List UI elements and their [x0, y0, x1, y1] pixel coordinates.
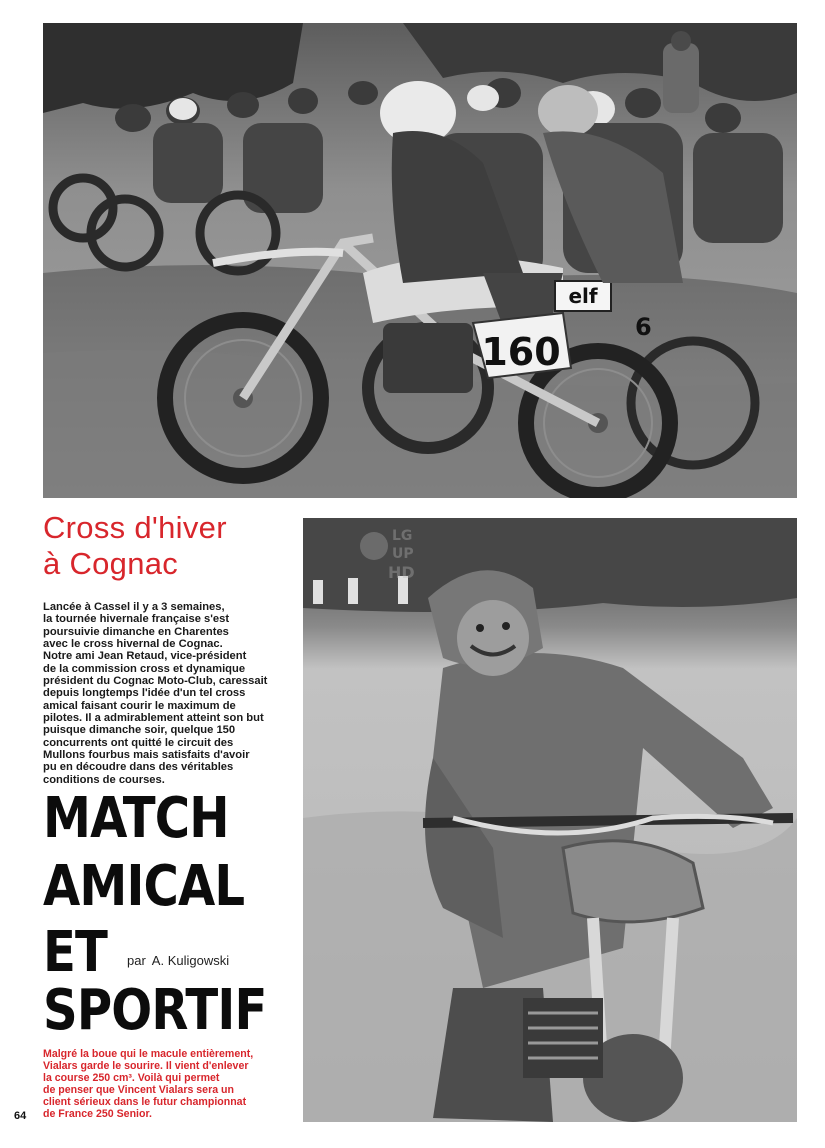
intro-line: Notre ami Jean Retaud, vice-président — [43, 650, 247, 663]
intro-line: conditions de courses. — [43, 773, 165, 786]
page-number: 64 — [14, 1110, 27, 1122]
byline — [127, 953, 235, 968]
intro-line: depuis longtemps l'idée d'un tel cross — [43, 687, 246, 700]
intro-line: puisque dimanche soir, quelque 150 — [43, 724, 236, 737]
headline-line: MATCH — [43, 786, 229, 851]
svg-text:UP: UP — [392, 546, 414, 562]
bib-number: 160 — [481, 330, 561, 374]
intro-line: Mullons fourbus mais satisfaits d'avoir — [43, 749, 250, 762]
caption-line: de France 250 Senior. — [43, 1108, 152, 1121]
article-kicker — [43, 510, 293, 582]
intro-line: amical faisant courir le maximum de — [43, 699, 236, 712]
side-number: 6 — [635, 313, 652, 341]
sponsor-decal: elf — [568, 284, 598, 308]
intro-line: concurrents ont quitté le circuit des — [43, 736, 234, 749]
byline-author: A. Kuligowski — [151, 953, 230, 968]
caption-line: la course 250 cm³. Voilà qui permet — [43, 1072, 220, 1085]
caption-line: Vialars garde le sourire. Il vient d'enlever — [43, 1060, 249, 1073]
intro-line: président du Cognac Moto-Club, caressait — [43, 675, 268, 688]
intro-line: pilotes. Il a admirablement atteint son but — [43, 712, 264, 725]
photo-motocross-start — [43, 23, 797, 498]
watermark-logo — [358, 520, 420, 582]
headline-line: AMICAL — [43, 854, 245, 919]
article-intro — [43, 601, 298, 786]
intro-line: pu en découdre dans des véritables — [43, 761, 234, 774]
caption-line: Malgré la boue qui le macule entièrement, — [43, 1048, 254, 1060]
photo-caption — [43, 1048, 305, 1121]
headline-line: SPORTIF — [43, 978, 267, 1043]
intro-line: de la commission cross et dynamique — [43, 662, 246, 675]
headline-line: ET — [43, 920, 108, 985]
intro-line: avec le cross hivernal de Cognac. — [43, 638, 223, 651]
svg-text:HD: HD — [388, 563, 415, 582]
kicker-line: Cross d'hiver — [43, 510, 227, 545]
intro-line: Lancée à Cassel il y a 3 semaines, — [43, 601, 225, 613]
caption-line: de penser que Vincent Vialars sera un — [43, 1084, 234, 1097]
photo-muddy-rider — [303, 518, 797, 1122]
intro-line: poursuivie dimanche en Charentes — [43, 625, 229, 638]
caption-line: client sérieux dans le futur championnat — [43, 1096, 247, 1109]
byline-prefix: par — [127, 953, 146, 968]
kicker-line: à Cognac — [43, 546, 179, 581]
svg-text:LG: LG — [392, 528, 413, 544]
intro-line: la tournée hivernale française s'est — [43, 613, 230, 626]
